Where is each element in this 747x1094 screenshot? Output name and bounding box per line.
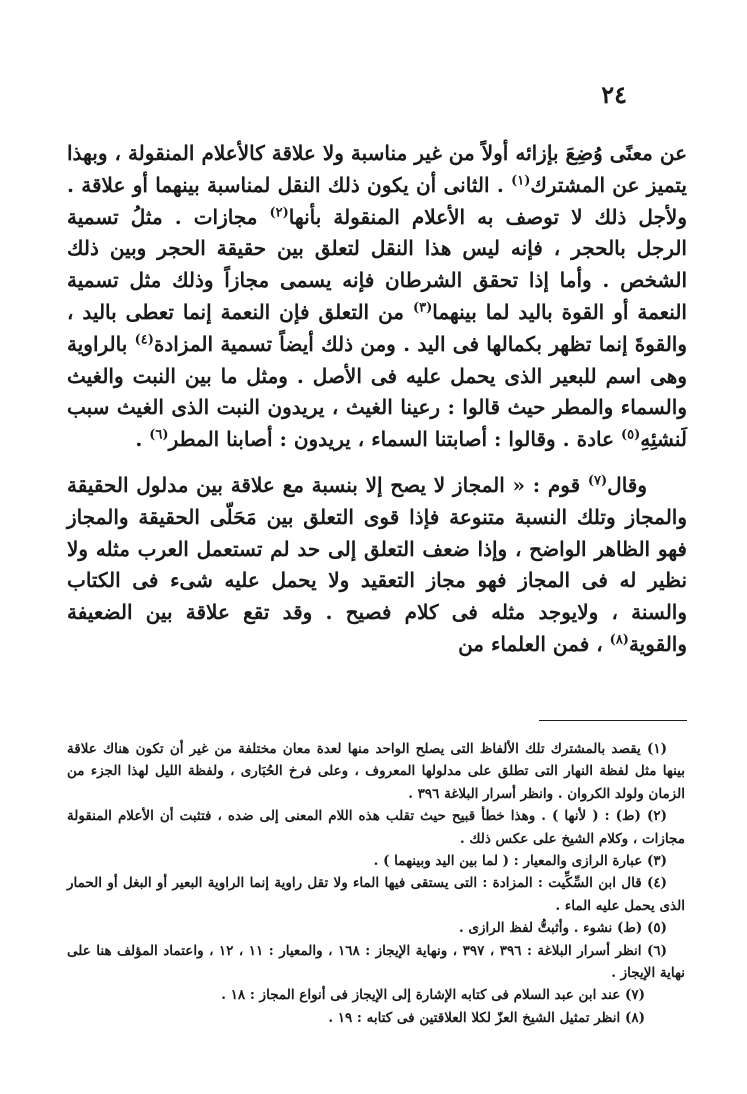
footnote-line: (٤) قال ابن السِّكِّيت : المزادة : التى يستقى فيها الماء ولا تقل راوية إنما الراوية البعير أو البغل: [122, 875, 667, 892]
text-line: مجازات . مثلُ تسمية الرجل: [67, 204, 687, 261]
text-line: من التعلق فإن النعمة إنما تعطى باليد ، والقوةَ إنما تظهر بكمالها فى: [67, 299, 687, 356]
footnote-ref[interactable]: (١): [511, 173, 531, 189]
footnote-line: المؤلف هنا على نهاية الإيجاز .: [67, 942, 685, 982]
text-line: الواضح ، وإذا ضعف التعلق إلى حد لم تستعمل العرب مثله ولا نظير له فى: [67, 536, 688, 593]
footnote-line: أو الحمار الذى يحمل عليه الماء .: [67, 875, 685, 914]
footnote-ref[interactable]: (٥): [620, 427, 641, 443]
footnote-line: (٢) (ط) : ( لأنها ) . وهذا خطأ قبيح حيث تقلب هذه اللام المعنى إلى ضده ، فتثبت أن الأعلام: [117, 808, 667, 825]
footnote-2: [67, 805, 685, 850]
text-line: بالراوية وهى اسم للبعير الذى يحمل: [67, 331, 688, 388]
footnote-ref[interactable]: (٦): [149, 427, 169, 443]
footnote-5: [67, 917, 685, 939]
text-line: والمجاز وتلك النسبة متنوعة فإذا قوى التعلق بين مَحَلّى الحقيقة والمجاز فهو الظاهر: [67, 504, 687, 561]
page-number: ٢٤: [601, 80, 627, 109]
text-line: .: [135, 427, 150, 452]
footnote-1: [67, 738, 685, 805]
paragraph: [67, 138, 687, 456]
text-line: بالحجر ، فإنه ليس هذا النقل لتعلق بين حقيقة الحجر وبين ذلك الشخص .: [67, 236, 688, 293]
footnote-7: [67, 984, 685, 1006]
text-line: وأما إذا تحقق الشرطان فإنه يسمى مجازاً وذلك مثل تسمية النعمة أو القوة باليد: [67, 268, 687, 324]
footnote-4: [67, 872, 685, 917]
text-line: لما بينهما: [432, 299, 510, 324]
text-line: يتميز عن المشترك: [530, 172, 687, 197]
footnote-ref[interactable]: (٢): [269, 204, 289, 220]
text-line: اليد . ومن ذلك أيضاً تسمية المزادة: [153, 331, 446, 356]
footnote-ref[interactable]: (٨): [609, 632, 629, 648]
footnotes: [67, 738, 685, 1029]
text-line: عليه فى الأصل . ومثل ما بين النبت والغيث والسماء والمطر حيث قالوا : رعينا: [67, 363, 687, 420]
footnote-line: المنقولة مجازات ، وكلام الشيخ على عكس ذلك .: [67, 808, 685, 847]
footnote-line: علاقة بينها مثل لفظة النهار التى تطلق على مدلولها المعروف ، وعلى فرخ الحُبَارى ، ولفظة الليل لهذا الجزء: [67, 741, 686, 780]
footnote-line: (٣) عبارة الرازى والمعيار : ( لما بين اليد وبينهما ) .: [373, 853, 667, 870]
footnote-line: (٥) (ط) نشوء . وأثبتُّ لفظ الرازى .: [459, 920, 667, 937]
paragraph: [67, 470, 687, 661]
text-line: السماء ، يريدون : أصابنا المطر: [168, 427, 428, 452]
text-line: المجاز فهو مجاز التعقيد ولا يحمل عليه شىء فى الكتاب والسنة ، ولايوجد مثله: [67, 568, 688, 625]
text-line: الغيث ، يريدون النبت الذى الغيث سبب لَنشئِهِ: [67, 395, 687, 452]
footnote-ref[interactable]: (٣): [412, 300, 433, 316]
text-line: . الثانى أن يكون ذلك النقل لمناسبة بينهما أو علاقة .: [67, 172, 512, 197]
main-text: [67, 138, 687, 661]
footnote-line: من الزمان ولولد الكروان . وانظر أسرار البلاغة ٣٩٦ .: [67, 763, 685, 802]
text-line: فى كلام فصيح . وقد تقع علاقة بين الضعيفة والقوية: [67, 600, 687, 656]
text-line: عادة . وقالوا : أصابتنا: [434, 427, 621, 452]
footnote-line: (٧) عند ابن عبد السلام فى كتابه الإشارة إلى الإيجاز فى أنواع المجاز : ١٨ .: [221, 987, 645, 1004]
footnote-3: [67, 850, 685, 872]
text-line: عن معنًى وُضِعَ بإزائه أولاً من غير مناسبة ولا علاقة كالأعلام المنقولة ، وبهذا: [67, 141, 687, 165]
text-line: ولأجل ذلك لا توصف به الأعلام المنقولة بأنها: [288, 204, 687, 229]
footnote-line: (٦) انظر أسرار البلاغة : ٣٩٦ ، ٣٩٧ ، ونهاية الإيجاز : ١٦٨ ، والمعيار : ١١ ، ١٢ ، واعتماد: [163, 942, 668, 959]
text-line: وقال: [607, 472, 647, 497]
text-line: ، فمن العلماء من: [458, 631, 610, 656]
footnote-line: (١) يقصد بالمشترك تلك الألفاظ التى يصلح الواحد منها لعدة معان مختلفة من غير أن تكون هناك: [102, 741, 667, 757]
footnote-ref[interactable]: (٧): [587, 473, 608, 489]
footnote-ref[interactable]: (٤): [134, 332, 154, 348]
footnote-6: [67, 940, 685, 985]
footnote-8: [67, 1007, 685, 1029]
footnote-line: (٨) انظر تمثيل الشيخ العزّ لكلا العلاقتين فى كتابه : ١٩ .: [328, 1009, 645, 1026]
footnote-divider: [539, 720, 687, 721]
text-line: قوم : « المجاز لا يصح إلا بنسبة مع علاقة بين مدلول الحقيقة: [67, 472, 588, 497]
